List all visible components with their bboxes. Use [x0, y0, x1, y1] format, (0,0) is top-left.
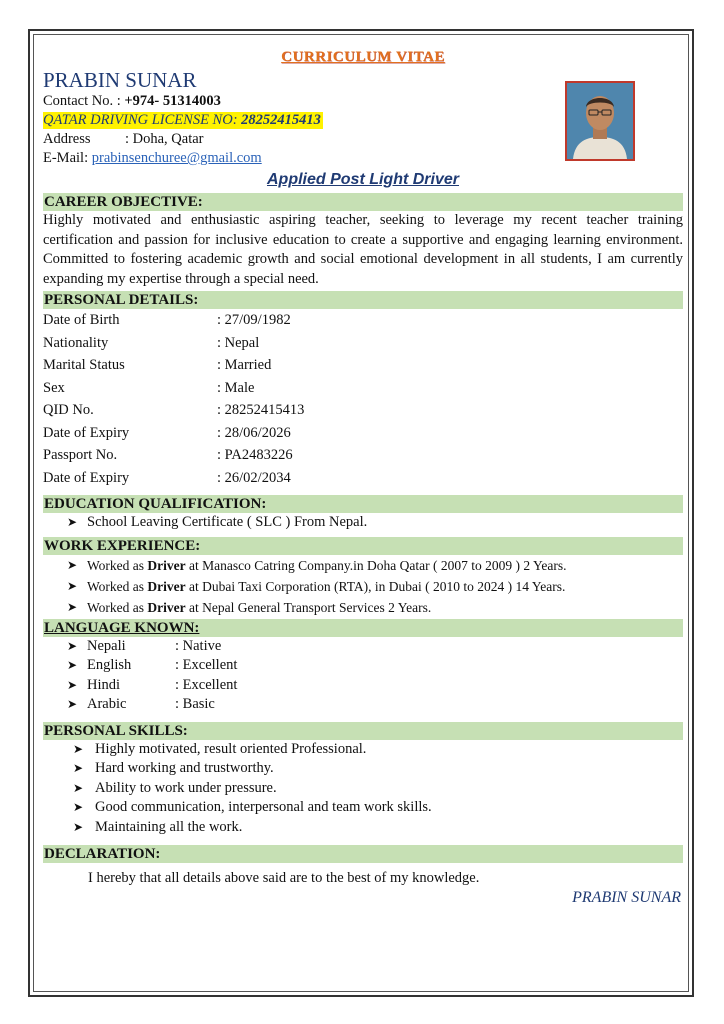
address-line: [43, 130, 683, 149]
work-details: at Nepal General Transport Services 2 Years.: [185, 599, 432, 615]
email-link[interactable]: prabinsenchuree@gmail.com: [91, 150, 262, 166]
work-item: [87, 576, 565, 597]
detail-row: [43, 467, 683, 490]
work-prefix: Worked as: [87, 557, 148, 573]
applicant-name: PRABIN SUNAR: [43, 68, 197, 92]
languages-heading-text: LANGUAGE KNOWN:: [44, 619, 200, 636]
detail-value: : 27/09/1982: [217, 312, 291, 328]
section-heading-education: EDUCATION QUALIFICATION:: [43, 495, 683, 513]
section-heading-declaration: DECLARATION:: [43, 845, 683, 863]
skill-item: Ability to work under pressure.: [95, 779, 277, 796]
detail-label: Passport No.: [43, 447, 118, 463]
cv-title: CURRICULUM VITAE: [281, 49, 445, 65]
arrow-bullet-icon: ➤: [73, 819, 84, 834]
contact-number: +974- 51314003: [124, 93, 221, 109]
detail-row: [43, 399, 683, 422]
language-level: : Excellent: [175, 676, 238, 693]
work-details: at Manasco Catring Company.in Doha Qatar ( 2007 to 2009 ) 2 Years.: [185, 557, 567, 573]
arrow-bullet-icon: ➤: [73, 780, 84, 795]
language-name: Nepali: [87, 637, 126, 654]
license-line: [43, 111, 683, 130]
section-heading-languages: [43, 619, 683, 637]
arrow-bullet-icon: ➤: [73, 800, 84, 814]
section-heading-work-experience: WORK EXPERIENCE:: [43, 537, 683, 555]
language-name: Arabic: [87, 696, 127, 712]
declaration-text: I hereby that all details above said are to the best of my knowledge.: [88, 870, 480, 886]
detail-row: [43, 422, 683, 445]
work-role: Driver: [147, 578, 186, 594]
detail-label: QID No.: [43, 402, 94, 418]
detail-label: Marital Status: [43, 357, 125, 373]
detail-value: : 28/06/2026: [217, 424, 291, 441]
list-item: [43, 676, 683, 696]
language-name: English: [87, 657, 132, 673]
detail-label: Date of Expiry: [43, 424, 130, 441]
resume-content: [43, 46, 683, 908]
work-role: Driver: [147, 557, 186, 573]
arrow-bullet-icon: ➤: [67, 697, 78, 711]
skill-item: Maintaining all the work.: [95, 818, 243, 835]
list-item: [43, 818, 683, 838]
skill-item: Highly motivated, result oriented Professional.: [95, 740, 367, 757]
detail-label: Sex: [43, 379, 65, 396]
work-prefix: Worked as: [87, 599, 148, 615]
detail-label: Date of Expiry: [43, 469, 130, 486]
contact-label: Contact No. :: [43, 93, 125, 109]
arrow-bullet-icon: ➤: [73, 741, 84, 756]
detail-row: [43, 354, 683, 377]
detail-label: Date of Birth: [43, 312, 120, 328]
detail-value: : Married: [217, 357, 272, 373]
section-heading-personal-skills: PERSONAL SKILLS:: [43, 722, 683, 740]
detail-row: [43, 377, 683, 400]
work-item: [87, 555, 566, 576]
work-prefix: Worked as: [87, 578, 148, 594]
list-item: [43, 779, 683, 799]
detail-value: : 26/02/2034: [217, 469, 291, 486]
list-item: [43, 637, 683, 657]
arrow-bullet-icon: ➤: [67, 638, 78, 653]
contact-line: [43, 92, 683, 111]
detail-row: [43, 332, 683, 355]
license-number: 28252415413: [241, 112, 321, 128]
list-item: [43, 759, 683, 779]
arrow-bullet-icon: ➤: [73, 761, 84, 775]
list-item: [43, 798, 683, 818]
arrow-bullet-icon: ➤: [67, 677, 78, 692]
arrow-bullet-icon: ➤: [67, 557, 78, 572]
detail-value: : 28252415413: [217, 402, 305, 418]
address-value: : Doha, Qatar: [125, 131, 204, 147]
license-highlight: [43, 112, 323, 129]
list-item: [43, 555, 683, 576]
language-name: Hindi: [87, 676, 121, 693]
license-label: QATAR DRIVING LICENSE NO:: [43, 112, 242, 128]
detail-row: [43, 309, 683, 332]
education-item: School Leaving Certificate ( SLC ) From Nepal.: [87, 514, 368, 530]
arrow-bullet-icon: ➤: [67, 599, 78, 614]
work-details: at Dubai Taxi Corporation (RTA), in Dubai ( 2010 to 2024 ) 14 Years.: [185, 578, 566, 594]
detail-value: : PA2483226: [217, 447, 293, 463]
work-item: [87, 597, 431, 618]
address-label: Address: [43, 131, 91, 147]
skill-item: Good communication, interpersonal and team work skills.: [95, 799, 432, 815]
language-level: : Native: [175, 637, 222, 654]
career-objective-text: Highly motivated and enthusiastic aspiring teacher, seeking to leverage my recent teacher training certification and passion for inclusive education to create a supportive and engaging learning environment. Committed to fostering academic growth and social emotional development in all students, I am currently expanding my expertise through a special need.: [43, 212, 683, 287]
section-heading-career-objective: CAREER OBJECTIVE:: [43, 193, 683, 211]
list-item: [43, 695, 683, 715]
signature-name: PRABIN SUNAR: [572, 889, 681, 906]
email-label: E-Mail:: [43, 150, 92, 166]
skill-item: Hard working and trustworthy.: [95, 760, 274, 776]
list-item: [43, 576, 683, 597]
detail-value: : Male: [217, 379, 255, 396]
applied-post: Applied Post Light Driver: [266, 171, 459, 188]
section-heading-personal-details: PERSONAL DETAILS:: [43, 291, 683, 309]
language-level: : Basic: [175, 696, 215, 712]
list-item: [43, 597, 683, 618]
email-line: [43, 149, 683, 168]
list-item: [43, 513, 683, 533]
arrow-bullet-icon: ➤: [67, 578, 78, 593]
list-item: [43, 656, 683, 676]
arrow-bullet-icon: ➤: [67, 658, 78, 672]
work-role: Driver: [147, 599, 186, 615]
detail-label: Nationality: [43, 334, 109, 351]
detail-row: [43, 444, 683, 467]
personal-details-list: [43, 309, 683, 489]
list-item: [43, 740, 683, 760]
language-level: : Excellent: [175, 657, 238, 673]
detail-value: : Nepal: [217, 334, 260, 351]
arrow-bullet-icon: ➤: [67, 515, 78, 529]
